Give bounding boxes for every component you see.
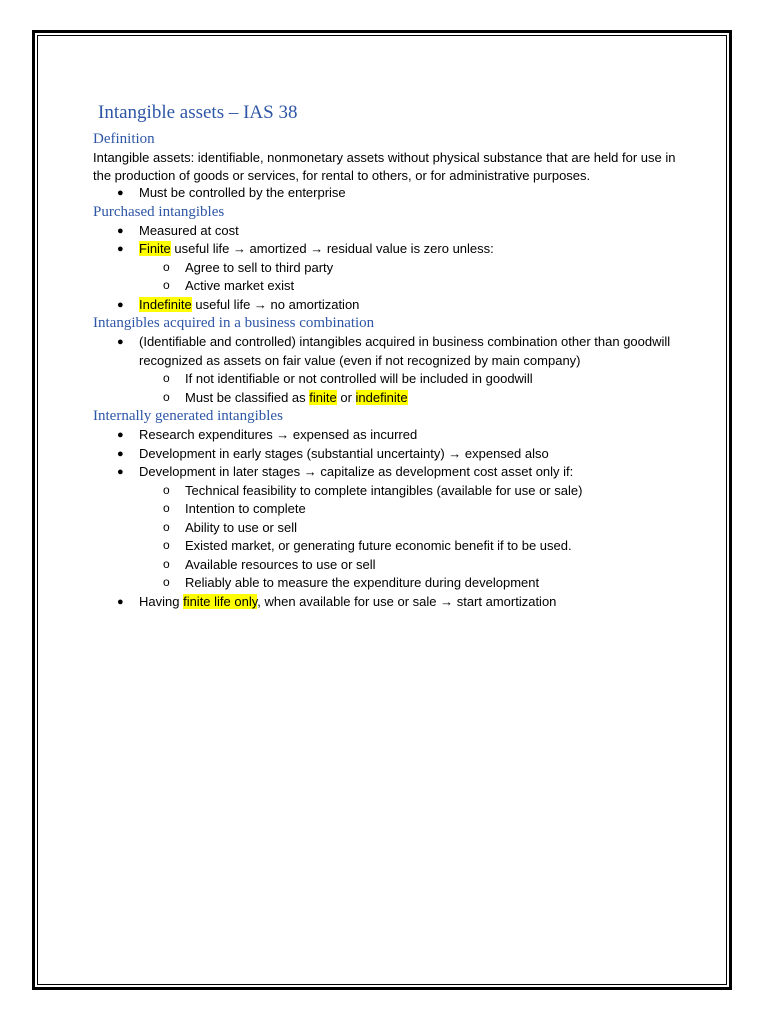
list-item: ● Measured at cost (93, 222, 693, 241)
sub-bullet-icon: o (163, 278, 170, 292)
sub-list-item: o Ability to use or sell (163, 519, 297, 535)
business-combination-list (93, 333, 693, 407)
sub-list-item: o Agree to sell to third party (163, 259, 334, 275)
sub-bullet-icon: o (163, 389, 170, 404)
bullet-icon: ● (117, 187, 124, 199)
sub-bullet-icon: o (163, 501, 170, 515)
purchased-list (93, 222, 693, 315)
bullet-icon: ● (117, 429, 124, 441)
highlight: indefinite (355, 389, 408, 405)
sub-list-item: o If not identifiable or not controlled will be included in goodwill (163, 371, 533, 386)
section-heading-definition: Definition (93, 131, 155, 147)
sub-list-item: o Active market exist (163, 278, 295, 293)
document-content (93, 100, 693, 611)
bullet-icon: ● (117, 298, 124, 311)
highlight: finite (309, 389, 337, 405)
section-heading-internal: Internally generated intangibles (93, 408, 283, 424)
sub-bullet-icon: o (163, 556, 170, 571)
sub-list-item: o Intention to complete (163, 501, 306, 516)
highlight: finite life only (183, 593, 258, 609)
sub-bullet-icon: o (163, 259, 170, 274)
section-heading-business-combination: Intangibles acquired in a business combination (93, 315, 375, 331)
sub-list-item: o Available resources to use or sell (163, 556, 376, 572)
bullet-icon: ● (117, 466, 124, 478)
highlight: Indefinite (139, 296, 192, 312)
sub-bullet-icon: o (163, 482, 170, 497)
sub-list-item: o Must be classified as finite or indefinite (163, 389, 408, 405)
sub-list-item: o Technical feasibility to complete intangibles (available for use or sale) (163, 482, 583, 498)
highlight: Finite (139, 241, 171, 256)
list-item: ● (Identifiable and controlled) intangibles acquired in business combination other than goodwill recognized as assets on fair value (even if not recognized by main company) (117, 334, 671, 368)
bullet-icon: ● (117, 336, 124, 348)
bullet-icon: ● (117, 224, 124, 237)
list-item: ● Having finite life only, when available for use or sale → start amortization (93, 593, 693, 612)
definition-list (93, 184, 693, 203)
sub-bullet-icon: o (163, 519, 170, 534)
page-title: Intangible assets – IAS 38 (98, 102, 298, 123)
sub-list-item: o Reliably able to measure the expenditure during development (163, 575, 540, 590)
list-item: ● Must be controlled by the enterprise (93, 184, 693, 203)
definition-text: Intangible assets: identifiable, nonmonetary assets without physical substance that are held for use in the production of goods or services, for rental to others, or for administrative purposes. (93, 150, 676, 183)
list-item: ● Development in early stages (substantial uncertainty) → expensed also (93, 445, 693, 464)
bullet-icon: ● (117, 243, 124, 255)
list-item: ● Research expenditures → expensed as incurred (93, 426, 693, 445)
sub-list-item: o Existed market, or generating future economic benefit if to be used. (163, 538, 572, 553)
list-item: ● Development in later stages → capitalize as development cost asset only if: (93, 463, 693, 482)
list-item: ● Indefinite useful life → no amortization (93, 296, 693, 315)
section-heading-purchased: Purchased intangibles (93, 203, 225, 220)
internal-list (93, 426, 693, 611)
sub-bullet-icon: o (163, 538, 170, 552)
bullet-icon: ● (117, 447, 124, 460)
bullet-icon: ● (117, 595, 124, 608)
list-item: ● Finite useful life → amortized → residual value is zero unless: (93, 240, 693, 259)
sub-bullet-icon: o (163, 575, 170, 589)
sub-bullet-icon: o (163, 371, 170, 385)
